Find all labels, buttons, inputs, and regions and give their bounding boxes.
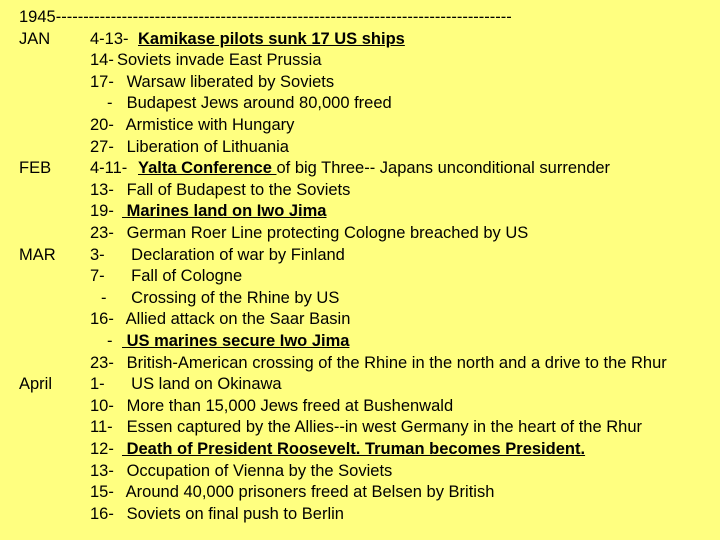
timeline-entry — [0, 482, 720, 504]
month-label: MAR — [19, 245, 56, 264]
event-text: Budapest Jews around 80,000 freed — [122, 94, 392, 113]
timeline-entry — [0, 201, 720, 223]
entry-date: 27- — [90, 137, 114, 156]
event-text: Around 40,000 prisoners freed at Belsen by British — [122, 483, 495, 502]
timeline-entry — [0, 288, 720, 310]
entry-text — [122, 223, 528, 245]
entry-text — [122, 288, 339, 310]
entry-date: 1- — [90, 375, 105, 394]
timeline-entry — [0, 396, 720, 418]
entry-text — [122, 93, 392, 115]
event-text: Fall of Cologne — [122, 267, 243, 286]
event-text: US land on Okinawa — [122, 375, 282, 394]
entry-text — [122, 461, 392, 483]
entry-text — [122, 137, 289, 159]
timeline-entry — [0, 137, 720, 159]
entry-date: 4-13- — [90, 29, 129, 48]
entry-text — [122, 482, 494, 504]
timeline-entry — [0, 417, 720, 439]
entry-text — [122, 180, 350, 202]
entry-text — [122, 266, 242, 288]
entry-date: 11- — [90, 418, 113, 437]
entry-date: 10- — [90, 396, 114, 415]
timeline-entry — [0, 93, 720, 115]
timeline-entry — [0, 374, 720, 396]
entry-text — [122, 504, 344, 526]
entry-date: 23- — [90, 223, 114, 242]
timeline-entry — [0, 180, 720, 202]
event-text: Soviets on final push to Berlin — [122, 504, 344, 523]
timeline-entry — [0, 72, 720, 94]
event-text: Allied attack on the Saar Basin — [122, 310, 351, 329]
entry-date: 20- — [90, 115, 114, 134]
entry-text — [122, 331, 349, 353]
entry-date: - — [101, 288, 107, 307]
entry-date: 12- — [90, 439, 114, 458]
entry-date: 17- — [90, 72, 114, 91]
entry-date: 15- — [90, 483, 114, 502]
event-text: British-American crossing of the Rhine in the north and a drive to the Rhur — [122, 353, 667, 372]
event-text: Armistice with Hungary — [122, 115, 295, 134]
highlighted-event: Marines land on Iwo Jima — [122, 202, 327, 221]
event-text: Soviets invade East Prussia — [117, 51, 322, 70]
entry-date: 13- — [90, 461, 114, 480]
event-text: German Roer Line protecting Cologne breached by US — [122, 223, 529, 242]
event-text: of big Three-- Japans unconditional surrender — [276, 159, 611, 178]
entry-date: 3- — [90, 245, 105, 264]
highlighted-event: Kamikase pilots sunk 17 US ships — [138, 29, 405, 48]
month-label: FEB — [19, 159, 52, 178]
event-text: Warsaw liberated by Soviets — [122, 72, 335, 91]
timeline-entry — [0, 223, 720, 245]
highlighted-event: Yalta Conference — [138, 159, 277, 178]
heading-rule: ----------------------------------------------------------------------------------- — [55, 8, 512, 26]
event-text: Liberation of Lithuania — [122, 137, 289, 156]
timeline-entry — [0, 331, 720, 353]
timeline-entry — [0, 50, 720, 72]
year-heading — [19, 7, 512, 29]
timeline-entry — [0, 115, 720, 137]
entry-text — [122, 417, 642, 439]
event-text: Fall of Budapest to the Soviets — [122, 180, 351, 199]
entry-text — [122, 374, 282, 396]
entry-date: 19- — [90, 202, 114, 221]
timeline-entry — [0, 461, 720, 483]
event-text: Crossing of the Rhine by US — [122, 288, 340, 307]
entry-text — [122, 396, 453, 418]
timeline-entry — [0, 309, 720, 331]
month-label: April — [19, 375, 53, 394]
highlighted-event: US marines secure Iwo Jima — [122, 331, 350, 350]
entry-date: 16- — [90, 310, 114, 329]
entry-text — [138, 158, 610, 180]
month-label: JAN — [19, 29, 51, 48]
entry-text — [122, 309, 350, 331]
entry-text — [138, 29, 405, 51]
entry-text — [122, 353, 667, 375]
entry-text — [122, 245, 345, 267]
timeline-entry — [0, 504, 720, 526]
entry-date: 14- — [90, 51, 114, 70]
entry-date: - — [107, 331, 113, 350]
entry-text — [117, 50, 322, 72]
entry-date: 23- — [90, 353, 114, 372]
entry-text — [122, 72, 334, 94]
timeline-entry — [0, 158, 720, 180]
entry-date: 4-11- — [90, 159, 128, 178]
entry-text — [122, 201, 326, 223]
timeline-entry — [0, 29, 720, 51]
timeline-entry — [0, 266, 720, 288]
timeline-entry — [0, 353, 720, 375]
entry-date: 7- — [90, 267, 105, 286]
entry-text — [122, 115, 294, 137]
year-label: 1945 — [19, 8, 56, 26]
entry-text — [122, 439, 585, 461]
event-text: Essen captured by the Allies--in west Germany in the heart of the Rhur — [122, 418, 643, 437]
highlighted-event: Death of President Roosevelt. Truman becomes President. — [122, 439, 586, 458]
entry-date: 13- — [90, 180, 114, 199]
entry-date: - — [107, 94, 113, 113]
timeline-entry — [0, 439, 720, 461]
event-text: Declaration of war by Finland — [122, 245, 345, 264]
event-text: More than 15,000 Jews freed at Bushenwald — [122, 396, 454, 415]
event-text: Occupation of Vienna by the Soviets — [122, 461, 393, 480]
entry-date: 16- — [90, 504, 114, 523]
timeline-entry — [0, 245, 720, 267]
